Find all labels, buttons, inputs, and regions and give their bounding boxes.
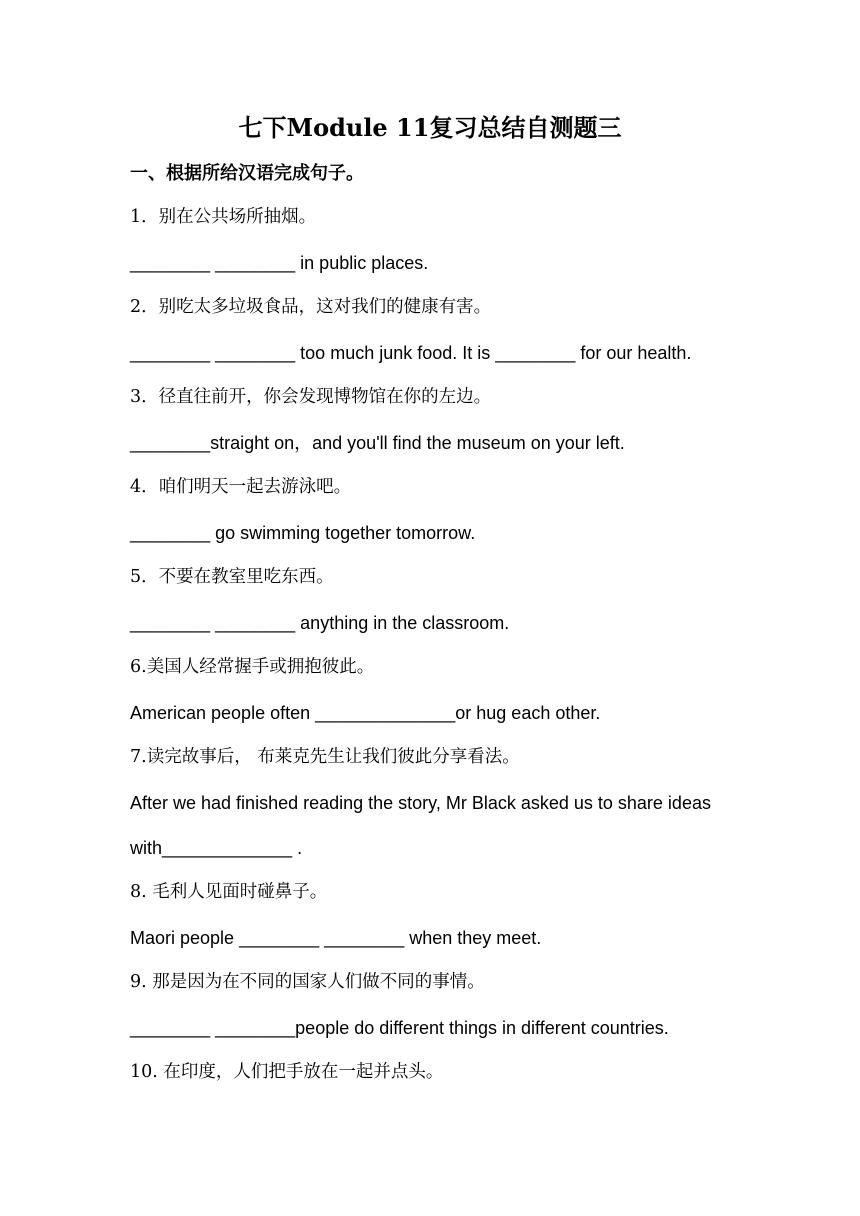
question-3-english: ________straight on，and you'll find the museum on your left. xyxy=(130,433,625,453)
question-5-chinese: 5．不要在教室里吃东西。 xyxy=(130,567,334,587)
question-9-english: ________ ________people do different things in different countries. xyxy=(130,1018,669,1038)
question-7-chinese: 7.读完故事后， 布莱克先生让我们彼此分享看法。 xyxy=(130,747,520,767)
question-7-english: After we had finished reading the story, Mr Black asked us to share ideas xyxy=(130,793,711,813)
question-1-chinese: 1．别在公共场所抽烟。 xyxy=(130,207,317,227)
question-3-chinese: 3．径直往前开，你会发现博物馆在你的左边。 xyxy=(130,387,492,407)
question-4-chinese: 4．咱们明天一起去游泳吧。 xyxy=(130,477,352,497)
question-6-chinese: 6.美国人经常握手或拥抱彼此。 xyxy=(130,657,375,677)
question-2-english: ________ ________ too much junk food. It is ________ for our health. xyxy=(130,343,692,363)
question-6-english: American people often ______________or hug each other. xyxy=(130,703,601,723)
question-9-chinese: 9. 那是因为在不同的国家人们做不同的事情。 xyxy=(130,972,485,992)
question-1-english: ________ ________ in public places. xyxy=(130,253,429,273)
question-8-chinese: 8. 毛利人见面时碰鼻子。 xyxy=(130,882,328,902)
question-4-english: ________ go swimming together tomorrow. xyxy=(130,523,476,543)
section-heading: 一、根据所给汉语完成句子。 xyxy=(130,163,364,184)
document-title: 七下Module 11复习总结自测题三 xyxy=(238,113,622,142)
question-8-english: Maori people ________ ________ when they meet. xyxy=(130,928,542,948)
question-7-english-continued: with_____________ . xyxy=(130,838,303,858)
question-10-chinese: 10. 在印度，人们把手放在一起并点头。 xyxy=(130,1062,444,1082)
question-2-chinese: 2．别吃太多垃圾食品，这对我们的健康有害。 xyxy=(130,297,492,317)
question-5-english: ________ ________ anything in the classroom. xyxy=(130,613,510,633)
